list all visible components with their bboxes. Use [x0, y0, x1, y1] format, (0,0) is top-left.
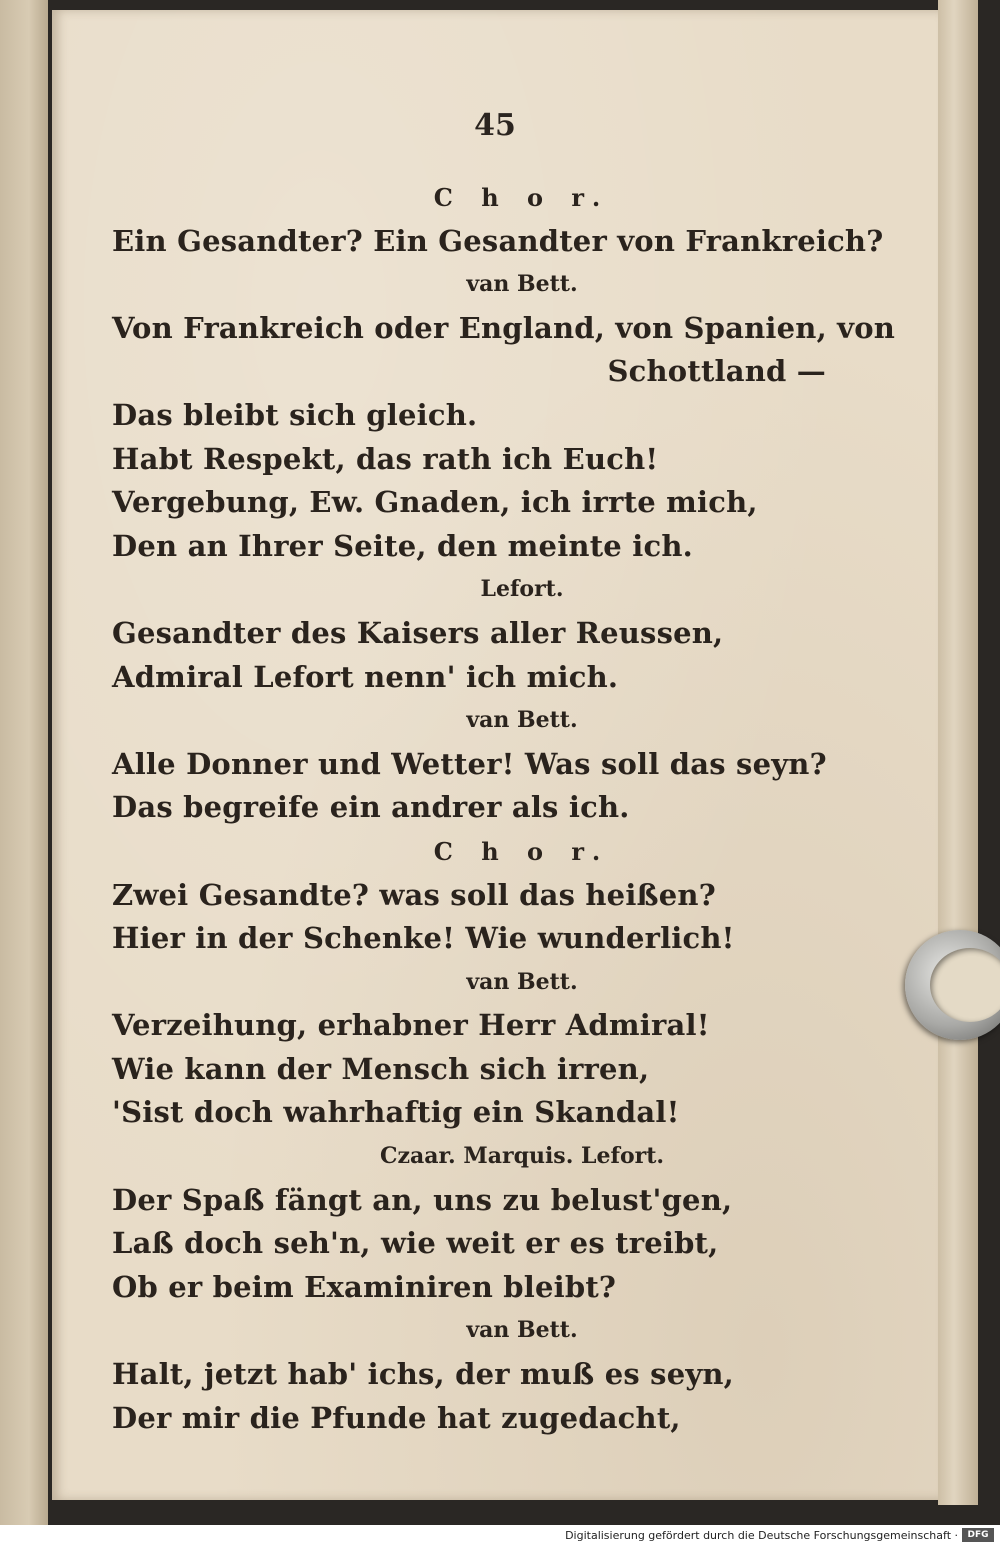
- verse-line: Verzeihung, erhabner Herr Admiral!: [112, 1008, 710, 1043]
- verse-line: Der Spaß fängt an, uns zu belust'gen,: [112, 1182, 733, 1217]
- verse-line: Zwei Gesandte? was soll das heißen?: [112, 877, 716, 912]
- speaker-label: van Bett.: [466, 968, 578, 995]
- verse-line: Vergebung, Ew. Gnaden, ich irrte mich,: [112, 485, 758, 520]
- verse-line: Der mir die Pfunde hat zugedacht,: [112, 1400, 681, 1435]
- dfg-logo: DFG: [962, 1528, 994, 1542]
- speaker-label: van Bett.: [466, 707, 578, 734]
- speaker-label: van Bett.: [466, 271, 578, 298]
- verse-line: Das bleibt sich gleich.: [112, 397, 478, 432]
- verse-line: Gesandter des Kaisers aller Reussen,: [112, 615, 724, 650]
- verse-line: Das begreife ein andrer als ich.: [112, 790, 630, 825]
- speaker-label: C h o r.: [433, 183, 611, 212]
- verse-line: Schottland —: [607, 354, 826, 389]
- speaker-label: van Bett.: [466, 1317, 578, 1344]
- verse-line: Alle Donner und Wetter! Was soll das seyn?: [112, 746, 827, 781]
- verse-line: Hier in der Schenke! Wie wunderlich!: [112, 921, 735, 956]
- page-number: 45: [474, 108, 516, 143]
- libretto-text: [112, 176, 896, 1440]
- verse-line: Den an Ihrer Seite, den meinte ich.: [112, 528, 693, 563]
- speaker-label: C h o r.: [433, 836, 611, 866]
- page-clip-opening: [930, 948, 1000, 1022]
- verse-line: 'Sist doch wahrhaftig ein Skandal!: [112, 1095, 680, 1130]
- verse-line: Von Frankreich oder England, von Spanien, von: [112, 310, 896, 345]
- verse-line: Admiral Lefort nenn' ich mich.: [112, 659, 619, 694]
- verse-line: Halt, jetzt hab' ichs, der muß es seyn,: [112, 1357, 734, 1392]
- speaker-label: Czaar. Marquis. Lefort.: [379, 1143, 665, 1170]
- verse-line: Habt Respekt, das rath ich Euch!: [112, 441, 659, 476]
- verse-line: Ein Gesandter? Ein Gesandter von Frankreich?: [112, 223, 884, 258]
- page-stack-edge: [938, 0, 978, 1505]
- verse-line: Wie kann der Mensch sich irren,: [112, 1051, 650, 1086]
- verse-line: Laß doch seh'n, wie weit er es treibt,: [112, 1226, 719, 1261]
- verse-line: Ob er beim Examiniren bleibt?: [112, 1269, 617, 1304]
- facing-page-edge: [0, 0, 48, 1525]
- speaker-label: Lefort.: [480, 576, 564, 603]
- footer-credit: Digitalisierung gefördert durch die Deutsche Forschungsgemeinschaft ·: [565, 1529, 958, 1542]
